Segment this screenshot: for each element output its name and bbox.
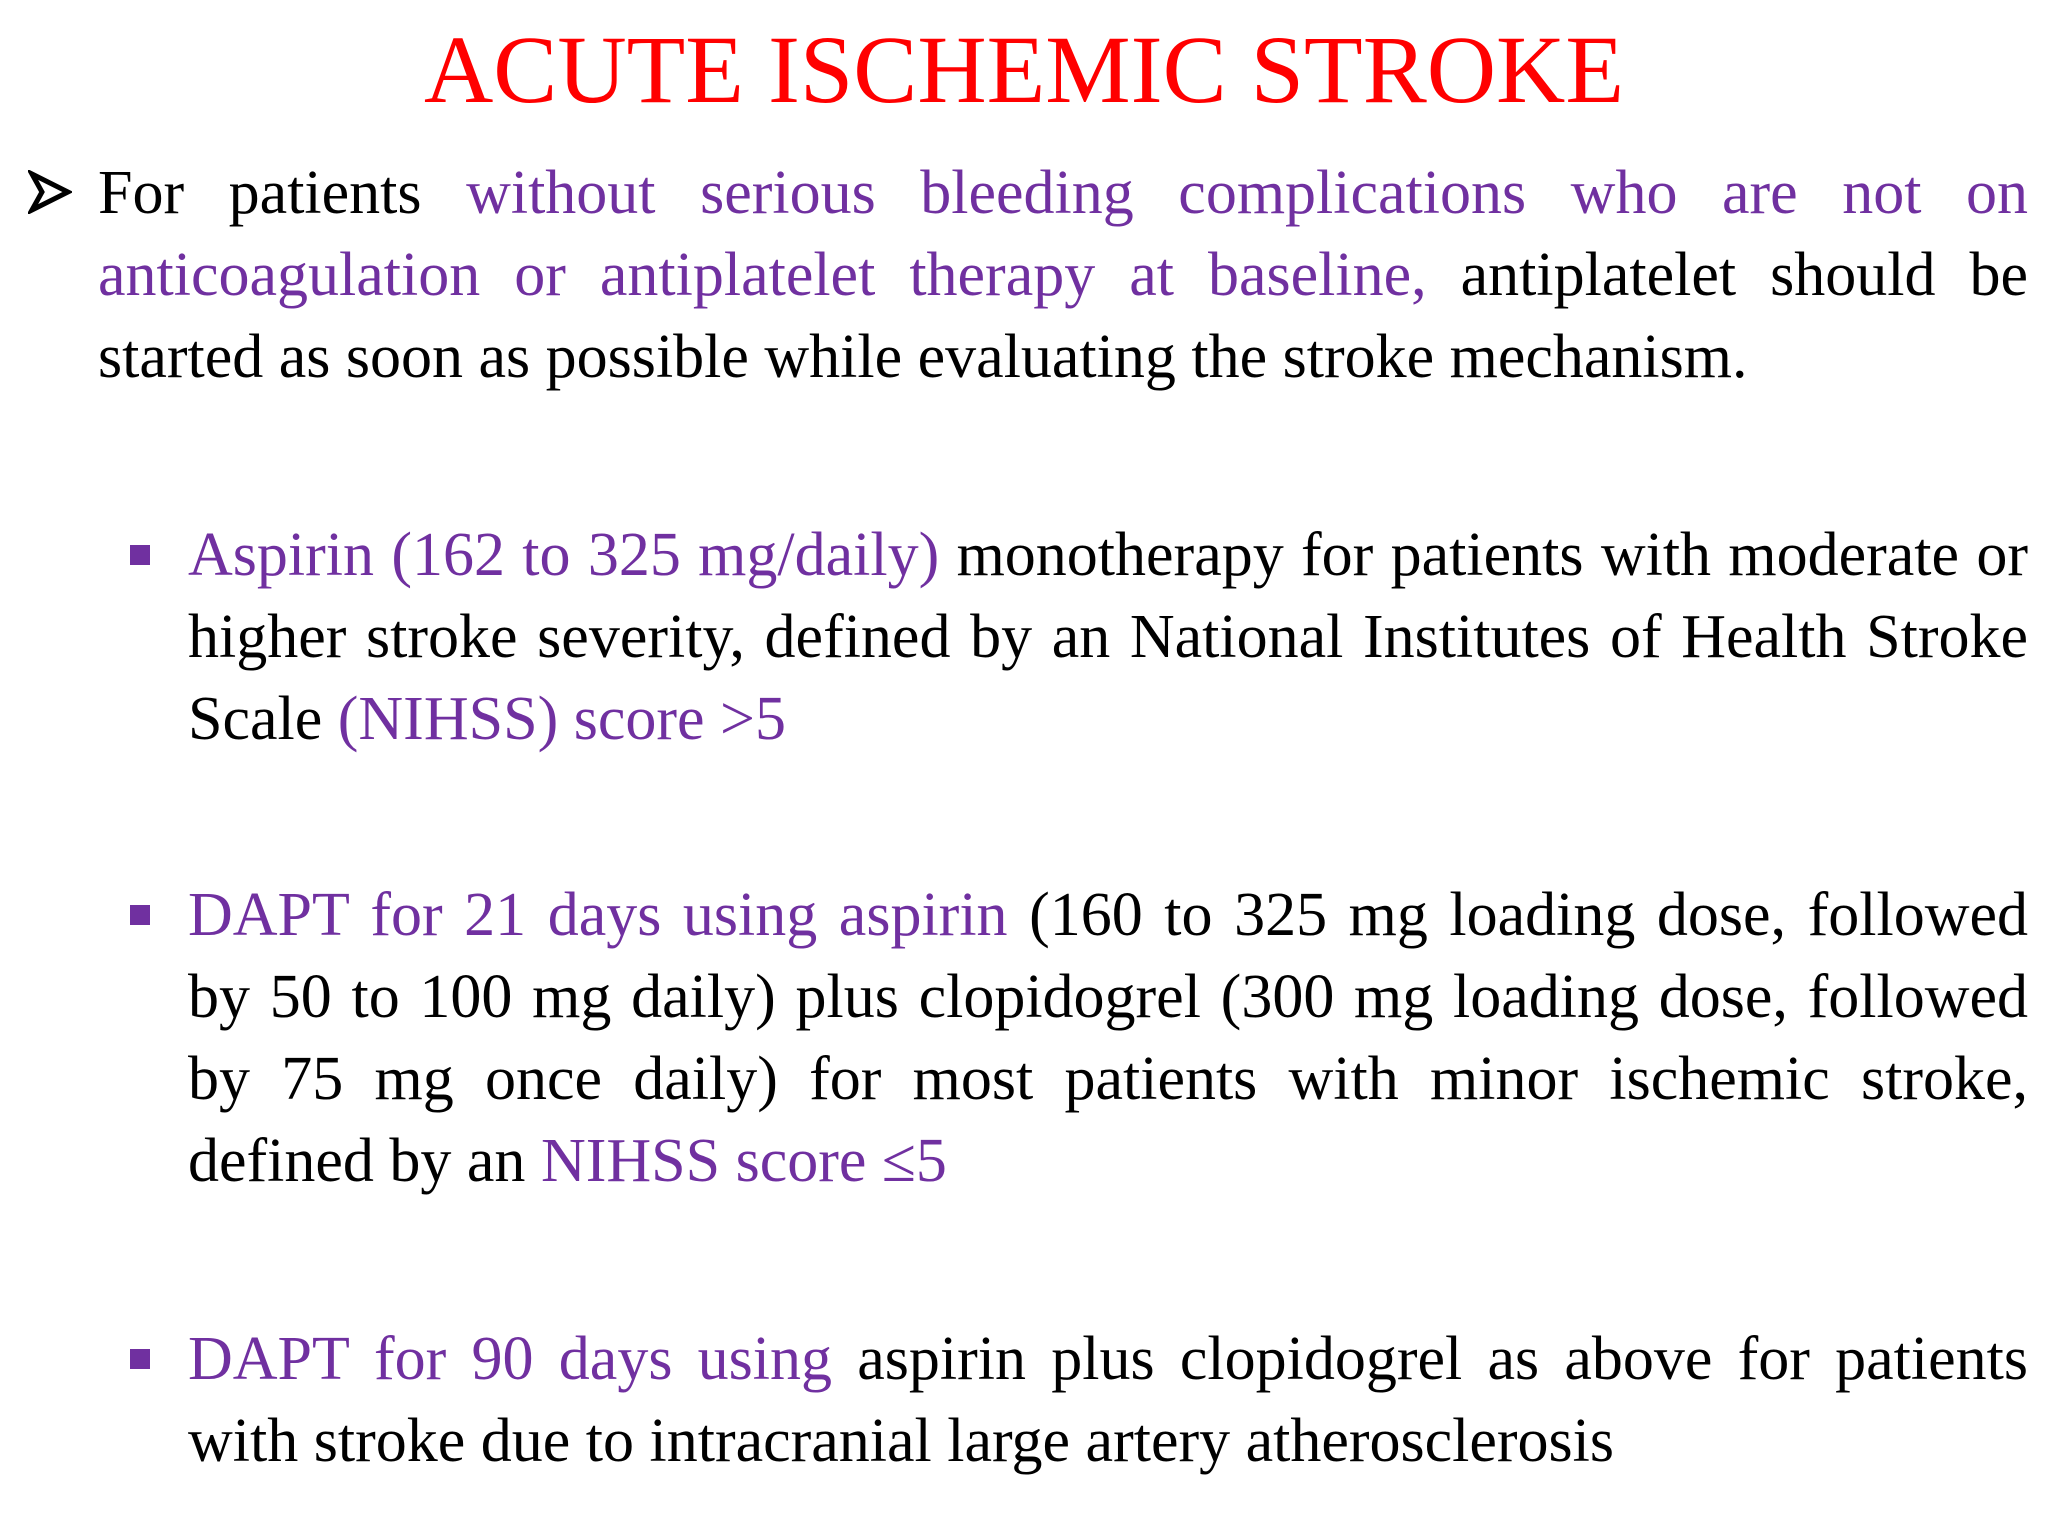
sub-bullet-body: (160 to 325 mg loading dose, followed by 50 to 100 mg daily) plus clopidogrel (300 mg loading dose, followed by 75 mg once daily) for most patients with minor ischemic stroke, defined by an (188, 881, 2028, 1195)
main-bullet-highlight: without serious bleeding complications who are not on anticoagulation or antiplatelet therapy at baseline, (98, 159, 2028, 309)
square-bullet-icon (130, 545, 150, 565)
slide-title: ACUTE ISCHEMIC STROKE (423, 16, 1625, 123)
sub-bullet-text (188, 514, 2028, 760)
sub-bullet-highlight-1: DAPT for 90 days using (188, 1325, 833, 1393)
sub-bullet-body: aspirin plus clopidogrel as above for patients with stroke due to intracranial large artery atherosclerosis (188, 1325, 2029, 1475)
arrow-right-icon (28, 170, 72, 214)
sub-bullet-body: monotherapy for patients with moderate or higher stroke severity, defined by an National Institutes of Health Stroke Scale (188, 521, 2028, 753)
sub-bullet-text (188, 874, 2028, 1202)
main-bullet-part1: For patients (98, 159, 467, 227)
sub-bullet-highlight-1: Aspirin (162 to 325 mg/daily) (188, 521, 940, 589)
sub-bullet-highlight-2: (NIHSS) score >5 (337, 685, 786, 753)
main-bullet-text (98, 152, 2028, 398)
sub-bullet-highlight-1: DAPT for 21 days using aspirin (188, 881, 1008, 949)
square-bullet-icon (130, 1349, 150, 1369)
sub-bullet-highlight-2: NIHSS score ≤5 (540, 1127, 947, 1195)
main-bullet-part3: antiplatelet should be started as soon as possible while evaluating the stroke mechanism. (98, 241, 2028, 391)
square-bullet-icon (130, 905, 150, 925)
sub-bullet-text (188, 1318, 2028, 1482)
